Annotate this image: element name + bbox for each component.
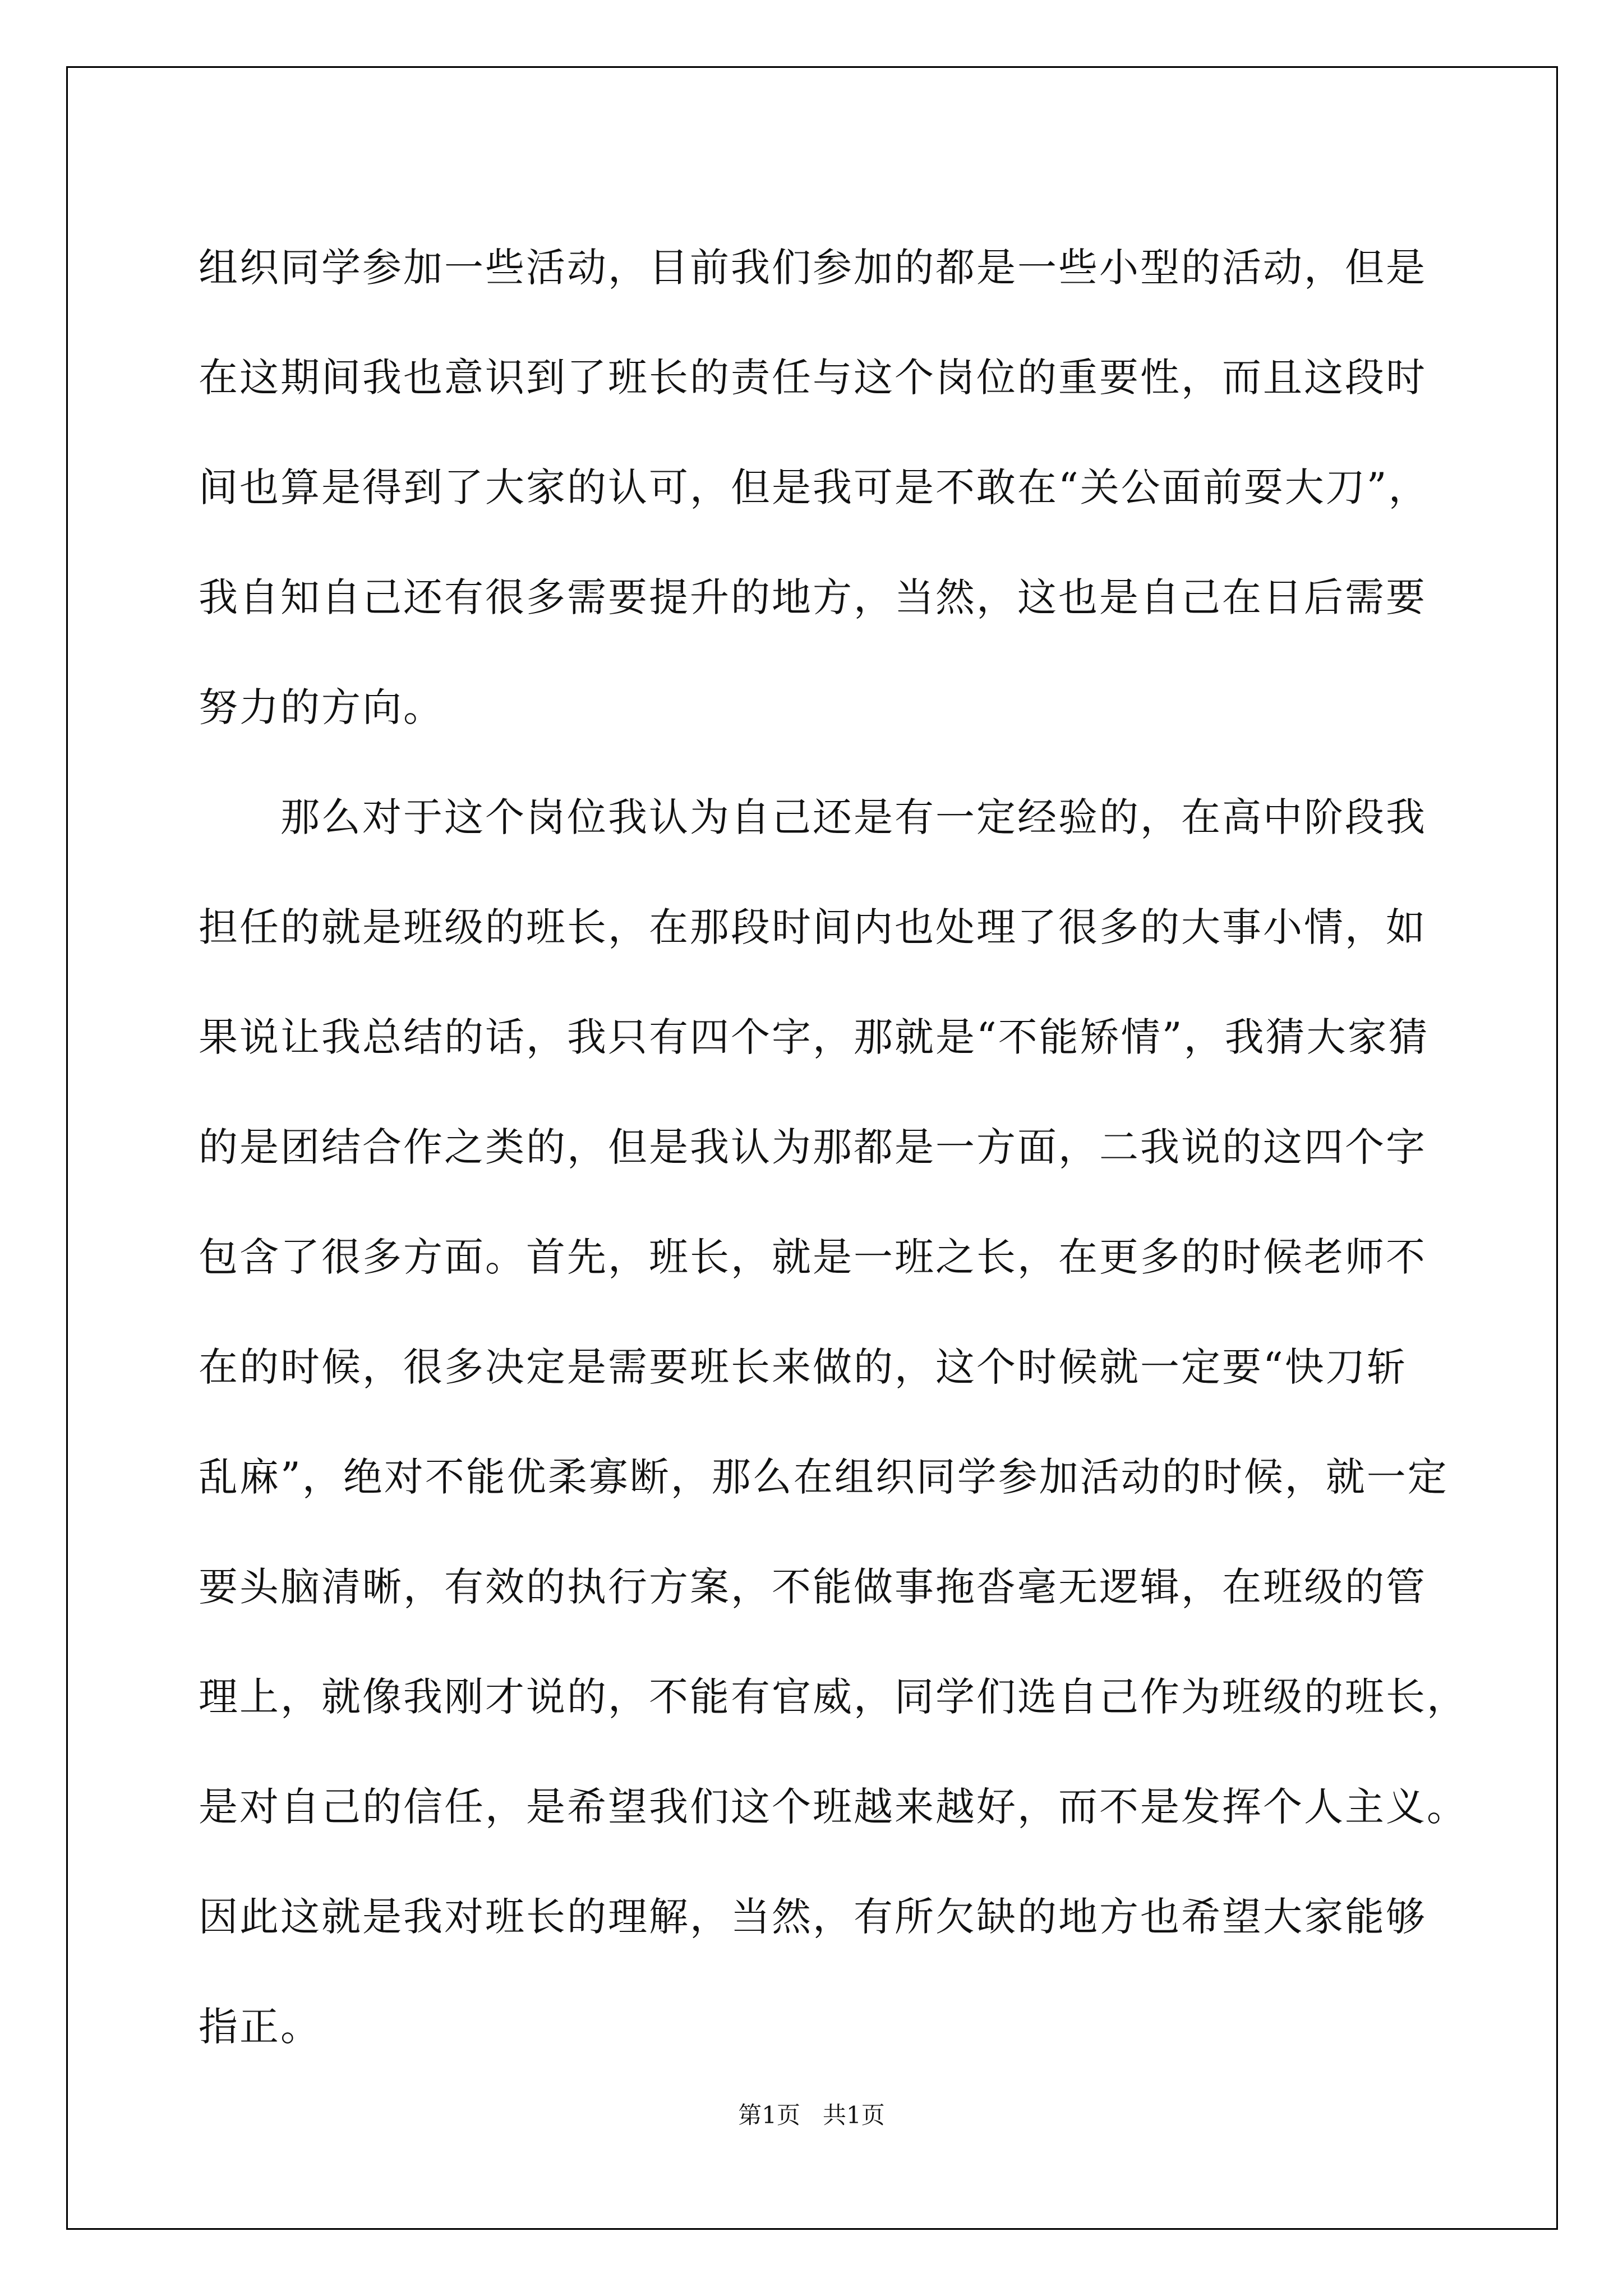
text-line: 在的时候，很多决定是需要班长来做的，这个时候就一定要“快刀斩 [199,1344,1408,1390]
text-line: 我自知自己还有很多需要提升的地方，当然，这也是自己在日后需要 [199,574,1427,620]
body-text [199,213,1468,2082]
text-line: 那么对于这个岗位我认为自己还是有一定经验的，在高中阶段我 [199,794,1427,840]
text-line: 乱麻”，绝对不能优柔寡断，那么在组织同学参加活动的时候，就一定 [199,1454,1449,1500]
page-number: 第1页 [738,2101,800,2129]
text-line: 要头脑清晰，有效的执行方案，不能做事拖沓毫无逻辑，在班级的管 [199,1564,1427,1610]
page-total: 共1页 [823,2101,885,2129]
text-line: 包含了很多方面。首先，班长，就是一班之长，在更多的时候老师不 [199,1234,1427,1280]
text-line: 的是团结合作之类的，但是我认为那都是一方面，二我说的这四个字 [199,1124,1427,1170]
text-line: 组织同学参加一些活动，目前我们参加的都是一些小型的活动，但是 [199,245,1427,291]
text-line: 间也算是得到了大家的认可，但是我可是不敢在“关公面前耍大刀”， [199,464,1430,510]
text-line: 努力的方向。 [199,684,444,730]
text-line: 担任的就是班级的班长，在那段时间内也处理了很多的大事小情，如 [199,904,1427,950]
text-line: 指正。 [199,2004,321,2050]
page-footer [0,2097,1623,2131]
text-line: 果说让我总结的话，我只有四个字，那就是“不能矫情”，我猜大家猜 [199,1014,1430,1060]
text-line: 在这期间我也意识到了班长的责任与这个岗位的重要性，而且这段时 [199,355,1427,401]
text-line: 理上，就像我刚才说的，不能有官威，同学们选自己作为班级的班长， [199,1674,1468,1720]
text-line: 因此这就是我对班长的理解，当然，有所欠缺的地方也希望大家能够 [199,1894,1427,1940]
text-line: 是对自己的信任，是希望我们这个班越来越好，而不是发挥个人主义。 [199,1784,1468,1830]
